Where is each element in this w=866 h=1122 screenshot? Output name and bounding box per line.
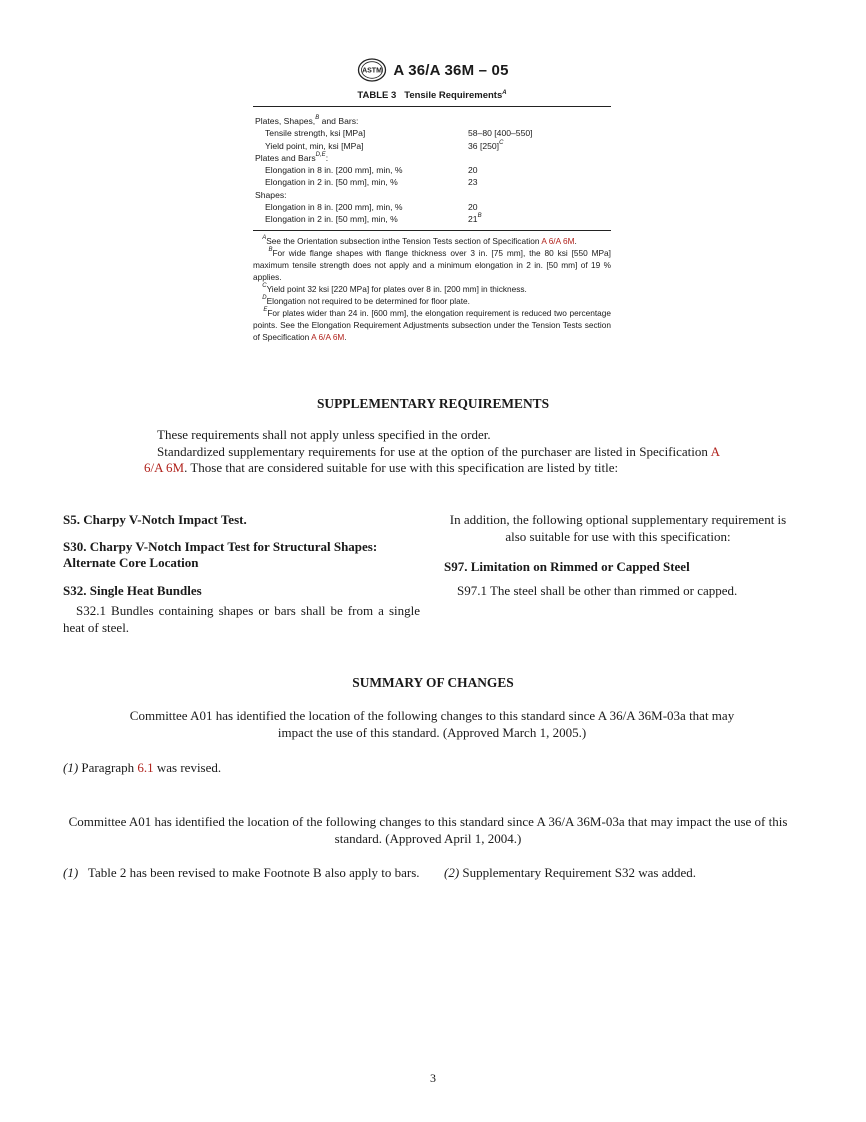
table-row — [255, 140, 611, 152]
supplementary-heading: SUPPLEMENTARY REQUIREMENTS — [316, 396, 550, 411]
summary-item-3: (2) Supplementary Requirement S32 was added. — [444, 865, 697, 880]
row-value: 36 $[250]^C$ — [468, 139, 504, 151]
table-caption-note: A — [502, 90, 507, 96]
summary-item-2: (1) Table 2 has been revised to make Footnote B also apply to bars. — [63, 865, 420, 880]
s97-heading: S97. Limitation on Rimmed or Capped Steel — [444, 559, 690, 574]
table-row — [255, 127, 611, 139]
row-value: $21^B$ — [468, 213, 482, 225]
row-label: Shapes: — [255, 189, 287, 200]
left-column — [63, 512, 420, 636]
footnote-a: $^A$See the Orientation subsection inthe Tension Tests section of Specification A 6/A 6M. — [262, 234, 577, 246]
summary-block-2: Committee A01 has identified the location of the following changes to this standard since A 36/A 36M-03a that may impact the use of this standard. (Approved April 1, 2004.) — [68, 814, 788, 846]
row-value: 20 — [468, 165, 478, 176]
footnote-b: $^B$For wide flange shapes with flange thickness over 3 in. [75 mm], the 80 ksi [550 MPa] maximum tensile strength does not apply and a minimum elongation in 2 in. [50 mm] of 19 % applies. — [253, 246, 611, 282]
right-column — [444, 512, 792, 599]
table-footnotes — [253, 231, 611, 344]
spec-link[interactable]: A 6/A 6M — [541, 235, 575, 246]
footnote-c: $^C$Yield point 32 ksi [220 MPa] for plates over 8 in. [200 mm] in thickness. — [262, 283, 527, 295]
footnote-e: $^E$For plates wider than 24 in. [600 mm], the elongation requirement is reduced two percentage points. See the Elongation Requirement Adjustments subsection under the Tension Tests section of Specification A 6/A 6M. — [253, 307, 612, 343]
row-label: Plates and Bars$^{D,E}$: — [255, 151, 329, 163]
summary-block-1: Committee A01 has identified the location of the following changes to this standard since A 36/A 36M-03a that may impact the use of this standard. (Approved March 1, 2005.) — [129, 708, 735, 740]
footnote-d: $^D$Elongation not required to be determined for floor plate. — [262, 295, 470, 307]
table-title: Tensile Requirements — [404, 90, 503, 101]
row-label: Elongation in 8 in. [200 mm], min, % — [265, 202, 403, 213]
tensile-requirements-table — [253, 90, 611, 344]
table-row — [255, 189, 611, 201]
logo-text: ASTM — [362, 67, 383, 75]
document-header — [0, 58, 866, 82]
page-number: 3 — [430, 1071, 436, 1085]
table-row — [255, 152, 611, 164]
s30-heading: S30. Charpy V-Notch Impact Test for Structural Shapes: Alternate Core Location — [63, 538, 378, 570]
row-label: Yield point, min, ksi [MPa] — [265, 140, 364, 151]
row-value: 58–80 [400–550] — [468, 128, 533, 139]
s32-1-text: S32.1 Bundles containing shapes or bars shall be from a single heat of steel. — [63, 603, 420, 635]
row-value: 20 — [468, 202, 478, 213]
table-row — [255, 201, 611, 213]
intro-paragraph-2: Standardized supplementary requirements for use at the option of the purchaser are listed in Specification A 6/A 6M. Those that are considered suitable for use with this specification are listed by title: — [144, 443, 720, 475]
spec-link[interactable]: A 6/A 6M — [144, 443, 720, 475]
row-label: Elongation in 2 in. [50 mm], min, % — [265, 214, 398, 225]
table-row — [255, 115, 611, 127]
s32-heading: S32. Single Heat Bundles — [63, 582, 202, 598]
right-intro: In addition, the following optional supplementary requirement is also suitable for use with this specification: — [449, 512, 787, 544]
spec-link[interactable]: A 6/A 6M — [311, 332, 345, 343]
table-row — [255, 164, 611, 176]
summary-item-1: (1) Paragraph 6.1 was revised. — [63, 760, 222, 775]
table-number: TABLE 3 — [357, 90, 397, 101]
row-label: Plates, Shapes,$^B$ and Bars: — [255, 115, 359, 126]
s97-1-text: S97.1 The steel shall be other than rimmed or capped. — [457, 582, 738, 598]
table-caption — [253, 90, 611, 102]
row-value: 23 — [468, 177, 478, 188]
s5-heading: S5. Charpy V-Notch Impact Test. — [63, 512, 247, 527]
document-designation: A 36/A 36M – 05 — [393, 61, 509, 79]
table-body — [253, 107, 611, 230]
row-label: Elongation in 8 in. [200 mm], min, % — [265, 165, 403, 176]
row-label: Tensile strength, ksi [MPa] — [265, 128, 366, 139]
intro-line-1: These requirements shall not apply unless specified in the order. — [157, 427, 491, 442]
paragraph-link[interactable]: 6.1 — [137, 760, 154, 775]
table-row — [255, 176, 611, 188]
summary-heading: SUMMARY OF CHANGES — [352, 675, 514, 690]
row-label: Elongation in 2 in. [50 mm], min, % — [265, 177, 398, 188]
astm-logo-icon — [357, 58, 387, 82]
table-row — [255, 213, 611, 225]
supplementary-intro — [144, 427, 720, 477]
